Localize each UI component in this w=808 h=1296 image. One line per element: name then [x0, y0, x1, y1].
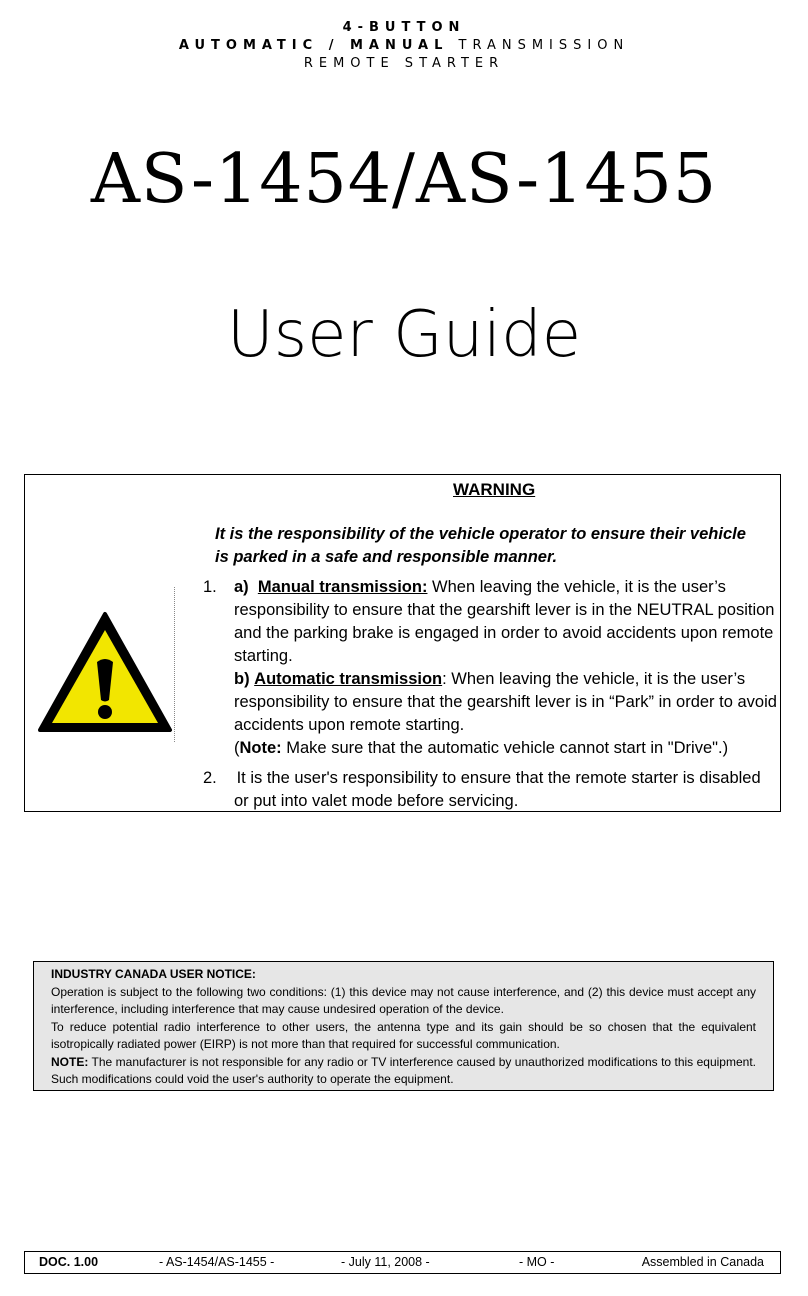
manual-transmission-text: When leaving the vehicle, it is the user’s responsibility to ensure that the gearshift lever is in the NEUTRAL position and the parking brake is engaged in order to avoid accidents upon remote starting.	[234, 578, 775, 665]
note-text: Make sure that the automatic vehicle cannot start in "Drive".)	[281, 739, 729, 757]
header-line-3: REMOTE STARTER	[303, 56, 505, 71]
footer-author: - MO -	[519, 1255, 555, 1269]
header-line-2-rest: TRANSMISSION	[448, 38, 630, 53]
warning-lead: It is the responsibility of the vehicle operator to ensure their vehicle is parked in a safe and responsible manner.	[215, 525, 746, 566]
footer	[24, 1251, 781, 1274]
footer-origin: Assembled in Canada	[641, 1255, 764, 1269]
header-line-2-bold: AUTOMATIC / MANUAL	[178, 38, 449, 53]
notice-paragraph-2: To reduce potential radio interference to other users, the antenna type and its gain should be so chosen that the equivalent isotropically radiated power (EIRP) is not more than that required for successful communication.	[51, 1019, 756, 1051]
model-title: AS-1454/AS-1455	[90, 140, 718, 219]
footer-date: - July 11, 2008 -	[341, 1255, 430, 1269]
notice-note-label: NOTE:	[51, 1054, 89, 1069]
manual-transmission-label: Manual transmission:	[257, 578, 428, 596]
notice-note	[51, 1054, 756, 1089]
warning-box	[24, 474, 781, 812]
warning-item-2	[203, 767, 778, 813]
item-a-prefix: a)	[234, 578, 249, 596]
footer-doc: DOC. 1.00	[39, 1255, 99, 1269]
notice-paragraph-1: Operation is subject to the following two conditions: (1) this device may not cause interference, and (2) this device must accept any interference, including interference that may cause undesired operation of the device.	[51, 984, 756, 1016]
item-number: 1.	[203, 578, 217, 596]
automatic-transmission-label: Automatic transmission	[254, 670, 443, 688]
document-subtitle: User Guide	[226, 298, 582, 372]
notice-note-text: The manufacturer is not responsible for any radio or TV interference caused by unauthorized modifications to this equipment. Such modifications could void the user's authority to operate the equipment.	[51, 1054, 756, 1086]
header-line-2	[0, 38, 808, 53]
warning-item-1	[203, 576, 778, 760]
notice-title: INDUSTRY CANADA USER NOTICE:	[51, 967, 256, 981]
note-open: (	[234, 739, 240, 757]
warning-title: WARNING	[453, 480, 536, 499]
note-label: Note:	[239, 739, 282, 757]
automatic-transmission-text: : When leaving the vehicle, it is the user’s responsibility to ensure that the gearshift lever is in “Park” in order to avoid accidents upon remote starting.	[234, 670, 777, 734]
item-b-prefix: b)	[234, 670, 250, 688]
divider-line	[174, 587, 175, 742]
item-number: 2.	[203, 769, 217, 787]
item-2-text: It is the user's responsibility to ensure that the remote starter is disabled or put into valet mode before servicing.	[234, 769, 761, 810]
footer-model: - AS-1454/AS-1455 -	[159, 1255, 275, 1269]
industry-canada-notice	[33, 961, 774, 1091]
warning-triangle-icon	[37, 610, 173, 735]
header-line-1: 4-BUTTON	[342, 20, 466, 35]
